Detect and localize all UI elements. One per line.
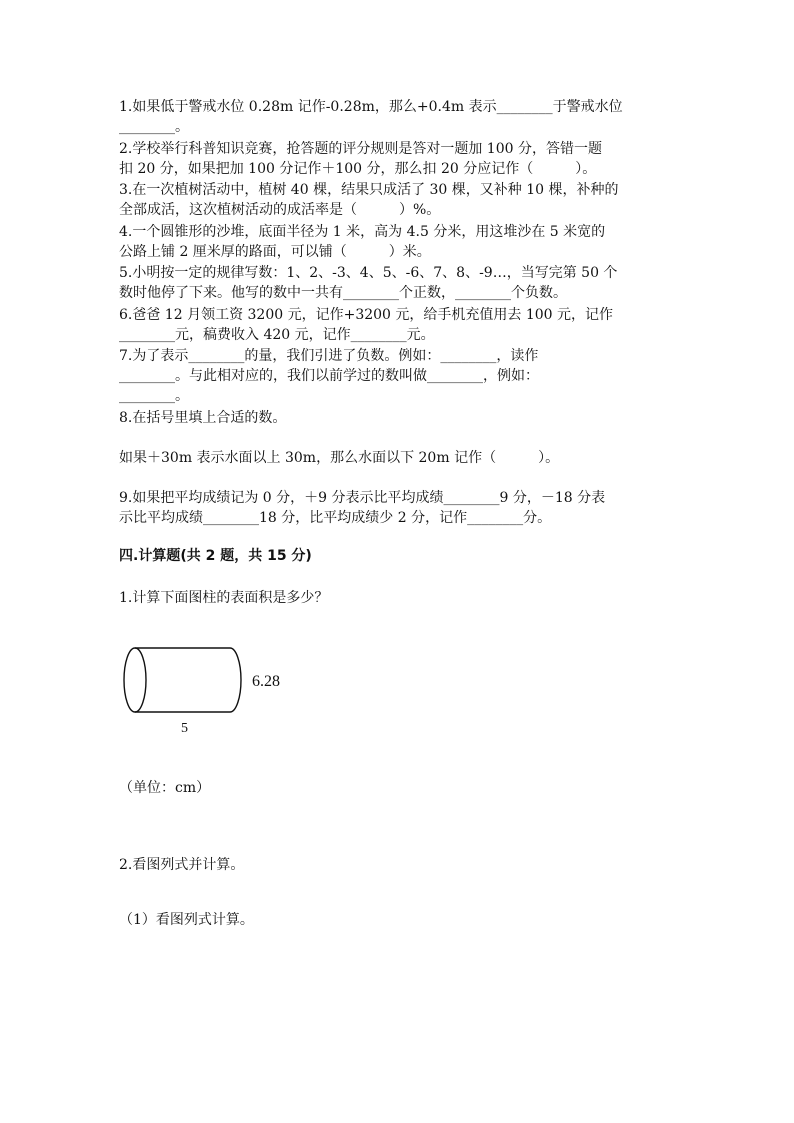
q5-fill-line-2: 数时他停了下来。他写的数中一共有________个正数，________个负数。 [119,285,567,301]
q7-fill-line-1: 7.为了表示________的量，我们引进了负数。例如：________，读作 [119,348,539,364]
cylinder-height-label: 6.28 [252,673,280,690]
q6-fill-line-1: 6.爸爸 12 月领工资 3200 元，记作+3200 元，给手机充值用去 100 元，记作 [119,307,614,323]
q2-fill-line-2: 扣 20 分，如果把加 100 分记作＋100 分，那么扣 20 分应记作（ ）。 [119,161,597,177]
calc-q1-text: 1.计算下面图柱的表面积是多少？ [119,590,329,606]
q3-fill-line-2: 全部成活，这次植树活动的成活率是（ ）%。 [119,202,441,218]
q1-fill-line-1: 1.如果低于警戒水位 0.28m 记作-0.28m，那么+0.4m 表示________于警戒水位 [119,99,623,115]
q2-fill-line-1: 2.学校举行科普知识竞赛，抢答题的评分规则是答对一题加 100 分，答错一题 [119,141,602,157]
q7-fill-line-2: ________。与此相对应的，我们以前学过的数叫做________，例如： [119,368,539,384]
cylinder-length-label: 5 [181,721,188,736]
cylinder-figure [118,640,318,740]
q4-fill-line-2: 公路上铺 2 厘米厚的路面，可以铺（ ）米。 [119,244,431,260]
calc-q2-subtext: （1）看图列式计算。 [119,912,254,928]
q1-fill-line-2: ________。 [119,119,189,135]
unit-note: （单位：cm） [119,780,211,796]
section-title: 四.计算题(共 2 题，共 15 分) [119,548,312,564]
q5-fill-line-1: 5.小明按一定的规律写数：1、2、-3、4、5、-6、7、8、-9…，当写完第 50 个 [119,265,618,281]
q6-fill-line-2: ________元，稿费收入 420 元，记作________元。 [119,327,435,343]
q3-fill-line-1: 3.在一次植树活动中，植树 40 棵，结果只成活了 30 棵，又补种 10 棵，补种的 [119,182,619,198]
q7-fill-line-3: ________。 [119,388,189,404]
calc-q2-text: 2.看图列式并计算。 [119,857,245,873]
q8-fill-line-2: 如果＋30m 表示水面以上 30m，那么水面以下 20m 记作（ ）。 [119,450,560,466]
q4-fill-line-1: 4.一个圆锥形的沙堆，底面半径为 1 米，高为 4.5 分米，用这堆沙在 5 米宽的 [119,224,606,240]
cylinder-right-face [230,648,241,712]
q8-fill-line-1: 8.在括号里填上合适的数。 [119,410,287,426]
cylinder-left-face [124,648,146,712]
q9-fill-line-1: 9.如果把平均成绩记为 0 分，＋9 分表示比平均成绩________9 分，－18 分表 [119,490,606,506]
q9-fill-line-2: 示比平均成绩________18 分，比平均成绩少 2 分，记作________分。 [119,510,552,526]
